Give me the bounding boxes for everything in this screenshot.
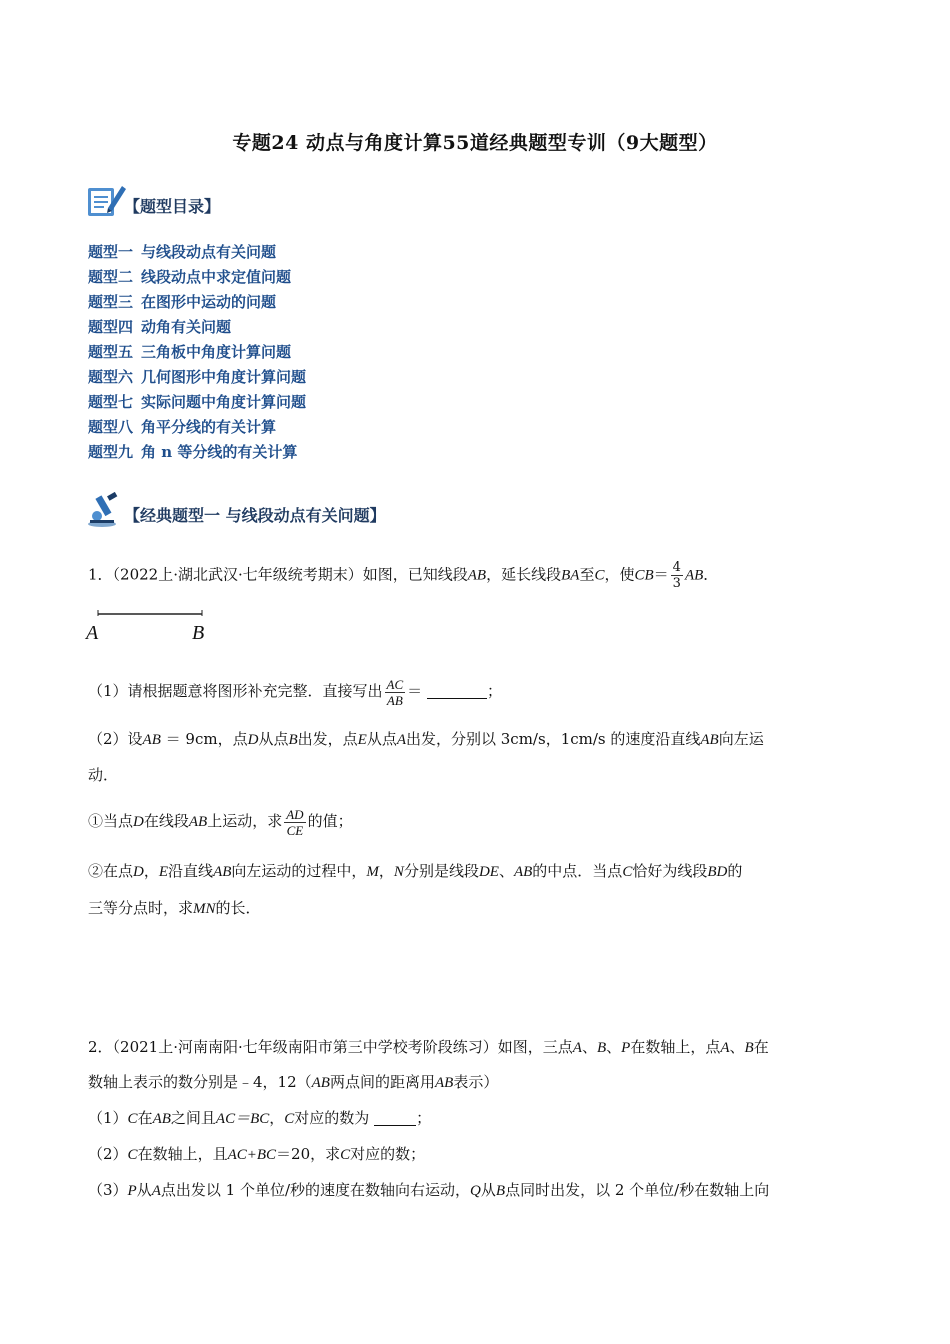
fraction-four-thirds: $\frac{4}{3}$ bbox=[672, 560, 681, 591]
question-1-part-2-i: ①当点D在线段AB上运动，求 $\frac{AD}{CE}$ 的值； bbox=[88, 806, 353, 838]
fraction-ac-ab: $\frac{AC}{AB}$ bbox=[386, 676, 404, 708]
toc-item[interactable]: 题型六 几何图形中角度计算问题 bbox=[88, 368, 307, 386]
table-of-contents bbox=[88, 240, 488, 465]
answer-blank[interactable] bbox=[427, 682, 487, 699]
toc-item[interactable]: 题型三 在图形中运动的问题 bbox=[88, 293, 277, 311]
question-2-stem-cont: 数轴上表示的数分别是﹣4，12（AB两点间的距离用AB表示） bbox=[88, 1073, 499, 1091]
toc-header: 【题型目录】 bbox=[124, 197, 221, 216]
answer-blank[interactable] bbox=[374, 1109, 416, 1126]
question-1-stem: 1．（2022上·湖北武汉·七年级统考期末）如图，已知线段AB，延长线段BA至C，使CB＝ $\frac{4}{3}$ AB． bbox=[88, 560, 719, 591]
question-1-part-1: （1）请根据题意将图形补充完整．直接写出 $\frac{AC}{AB}$ ＝ ； bbox=[88, 676, 502, 708]
segment-line bbox=[86, 606, 216, 620]
question-1-part-2-ii-cont: 三等分点时，求MN的长． bbox=[88, 899, 261, 917]
toc-item[interactable]: 题型五 三角板中角度计算问题 bbox=[88, 343, 292, 361]
point-b-label: B bbox=[192, 622, 205, 644]
question-2-part-3: （3）P从A点出发以 1 个单位/秒的速度在数轴向右运动，Q从B点同时出发，以 2 个单位/秒在数轴上向 bbox=[88, 1181, 770, 1199]
question-2-part-2: （2）C在数轴上，且AC+BC＝20，求C对应的数； bbox=[88, 1145, 426, 1163]
question-2-part-1: （1）C在AB之间且AC＝BC，C对应的数为 ； bbox=[88, 1109, 432, 1127]
fraction-ad-ce: $\frac{AD}{CE}$ bbox=[286, 806, 304, 838]
question-1-part-2-ii: ②在点D，E沿直线AB向左运动的过程中，M，N分别是线段DE、AB的中点．当点C恰好为线段BD的 bbox=[88, 862, 743, 880]
section-header-type-one: 【经典题型一 与线段动点有关问题】 bbox=[124, 506, 386, 525]
microscope-icon bbox=[86, 492, 128, 528]
notepad-pencil-icon bbox=[86, 182, 128, 218]
segment-ab-figure bbox=[86, 606, 216, 646]
toc-item[interactable]: 题型一 与线段动点有关问题 bbox=[88, 243, 277, 261]
toc-item[interactable]: 题型八 角平分线的有关计算 bbox=[88, 418, 277, 436]
question-1-part-2-cont: 动． bbox=[88, 766, 119, 784]
toc-item[interactable]: 题型四 动角有关问题 bbox=[88, 318, 232, 336]
point-a-label: A bbox=[86, 622, 99, 644]
toc-item[interactable]: 题型七 实际问题中角度计算问题 bbox=[88, 393, 307, 411]
toc-item[interactable]: 题型九 角 n 等分线的有关计算 bbox=[88, 443, 298, 461]
question-2-stem: 2．（2021上·河南南阳·七年级南阳市第三中学校考阶段练习）如图，三点A、B、P在数轴上，点A、B在 bbox=[88, 1038, 769, 1056]
toc-item[interactable]: 题型二 线段动点中求定值问题 bbox=[88, 268, 292, 286]
question-1-part-2: （2）设AB ＝ 9cm，点D从点B出发，点E从点A出发，分别以 3cm/s，1cm/s 的速度沿直线AB向左运 bbox=[88, 730, 764, 748]
page-title: 专题24 动点与角度计算55道经典题型专训（9大题型） bbox=[232, 132, 718, 154]
